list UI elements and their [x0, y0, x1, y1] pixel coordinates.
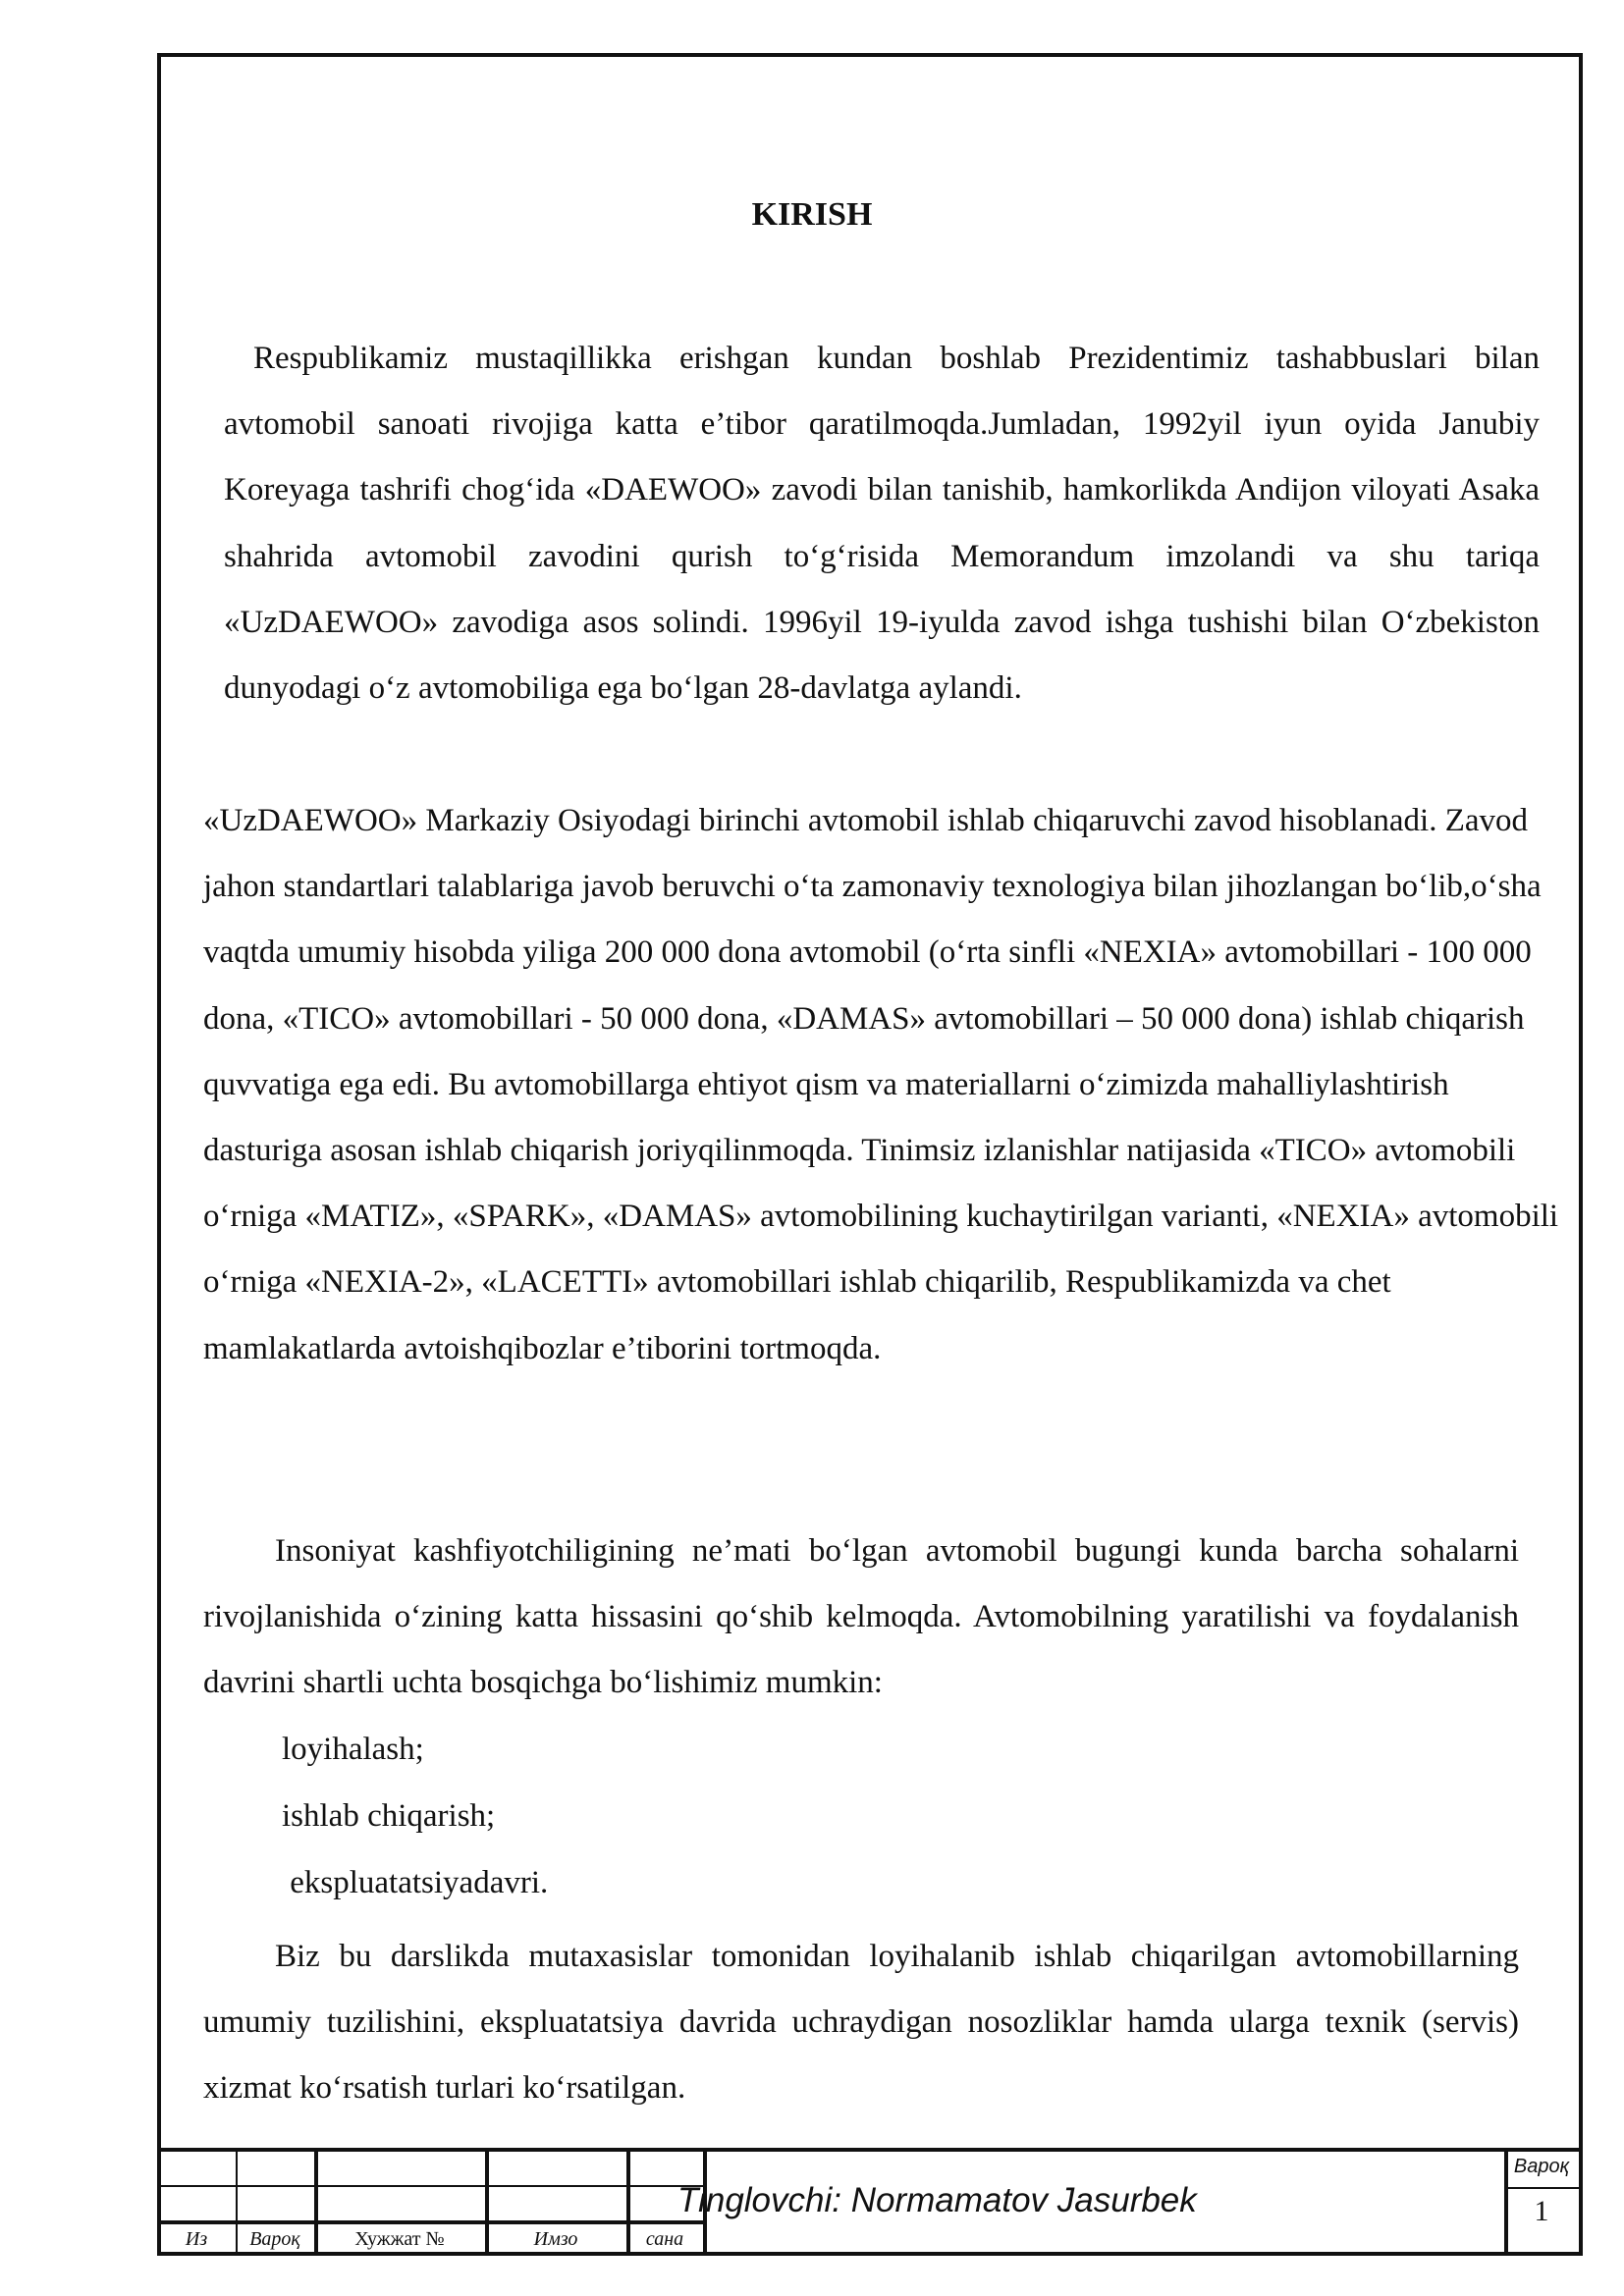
listener-name: Tinglovchi: Normamatov Jasurbek: [677, 2181, 1197, 2219]
stamp-sheet-line: [1504, 2187, 1583, 2189]
stamp-col-document-number: Хужжат №: [354, 2228, 445, 2250]
list-item: ishlab chiqarish;: [282, 1798, 496, 1834]
stamp-col-signature: Имзо: [533, 2228, 578, 2250]
conclusion-paragraph: Biz bu darslikda mutaxasislar tomonidan loyihalanib ishlab chiqarilgan avtomobillarning umumiy tuzilishini, ekspluatatsiya davrida uchraydigan nosozliklar hamda ularga texnik (servis) xizmat ko‘rsatish turlari ko‘rsatilgan.: [203, 1939, 1519, 2107]
list-item: loyihalash;: [282, 1732, 424, 1767]
stamp-row-line: [157, 2220, 703, 2224]
uzdaewoo-paragraph: «UzDAEWOO» Markaziy Osiyodagi birinchi avtomobil ishlab chiqaruvchi zavod hisoblanadi. Zavod jahon standartlari talablariga javob beruvchi o‘ta zamonaviy texnologiya bilan jihozlangan bo‘lib,o‘sha vaqtda umumiy hisobda yiliga 200 000 dona avtomobil (o‘rta sinfli «NEXIA» avtomobillari - 100 000 dona, «TICO» avtomobillari - 50 000 dona, «DAMAS» avtomobillari – 50 000 dona) ishlab chiqarish quvvatiga ega edi. Bu avtomobillarga ehtiyot qism va materiallarni o‘zimizda mahalliylashtirish dasturiga asosan ishlab chiqarish joriyqilinmoqda. Tinimsiz izlanishlar natijasida «TICO» avtomobili o‘rniga «MATIZ», «SPARK», «DAMAS» avtomobilining kuchaytirilgan varianti, «NEXIA» avtomobili o‘rniga «NEXIA-2», «LACETTI» avtomobillari ishlab chiqarilib, Respublikamizda va chet mamlakatlarda avtoishqibozlar e’tiborini tortmoqda.: [203, 803, 1559, 1366]
sheet-number: 1: [1534, 2195, 1549, 2227]
stamp-col-varoq: Вароқ: [249, 2228, 300, 2250]
sheet-label: Вароқ: [1513, 2156, 1570, 2177]
stamp-top-line: [157, 2148, 1583, 2152]
intro-paragraph: Respublikamiz mustaqillikka erishgan kundan boshlab Prezidentimiz tashabbuslari bilan avtomobil sanoati rivojiga katta e’tibor qaratilmoqda.Jumladan, 1992yil iyun oyida Janubiy Koreyaga tashrifi chog‘ida «DAEWOO» zavodi bilan tanishib, hamkorlikda Andijon viloyati Asaka shahrida avtomobil zavodini qurish to‘g‘risida Memorandum imzolandi va shu tariqa «UzDAEWOO» zavodiga asos solindi. 1996yil 19-iyulda zavod ishga tushishi bilan O‘zbekiston dunyodagi o‘z avtomobiliga ega bo‘lgan 28-davlatga aylandi.: [224, 341, 1540, 707]
stamp-col-date: сана: [645, 2228, 684, 2250]
stamp-row-line: [157, 2185, 703, 2187]
stages-list: [282, 1717, 548, 1917]
list-item: ekspluatatsiyadavri.: [282, 1865, 549, 1900]
stamp-col-iz: Из: [185, 2228, 208, 2250]
stages-intro-paragraph: Insoniyat kashfiyotchiligining ne’mati bo‘lgan avtomobil bugungi kunda barcha sohalarni rivojlanishida o‘zining katta hissasini qo‘shib kelmoqda. Avtomobilning yaratilishi va foydalanish davrini shartli uchta bosqichga bo‘lishimiz mumkin:: [203, 1533, 1519, 1701]
page-title: KIRISH: [751, 196, 873, 233]
